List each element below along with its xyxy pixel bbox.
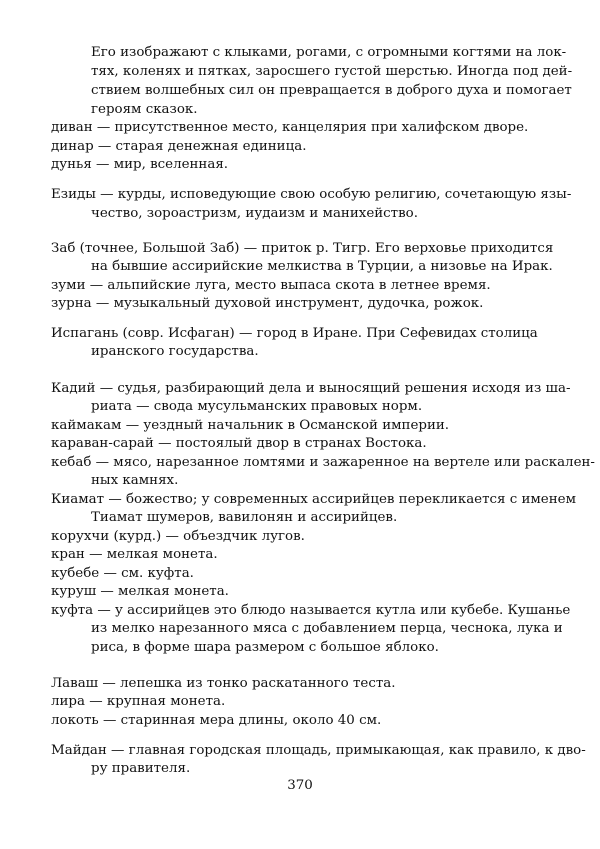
glossary-entry: куфта — у ассирийцев это блюдо называется кутла или кубебе. Кушанье bbox=[51, 603, 571, 618]
glossary-entry: Лаваш — лепешка из тонко раскатанного теста. bbox=[51, 676, 396, 691]
glossary-entry: зурна — музыкальный духовой инструмент, дудочка, рожок. bbox=[51, 296, 484, 311]
glossary-entry: динар — старая денежная единица. bbox=[51, 139, 307, 154]
glossary-entry: караван-сарай — постоялый двор в странах Востока. bbox=[51, 436, 427, 451]
glossary-entry: Майдан — главная городская площадь, примыкающая, как правило, к дво- bbox=[51, 743, 586, 758]
glossary-entry: Кадий — судья, разбирающий дела и выносящий решения исходя из ша- bbox=[51, 381, 571, 396]
glossary-entry: куруш — мелкая монета. bbox=[51, 584, 229, 599]
glossary-entry: Киамат — божество; у современных ассирийцев перекликается с именем bbox=[51, 492, 576, 507]
glossary-entry: кубебе — см. куфта. bbox=[51, 566, 194, 581]
glossary-entry: диван — присутственное место, канцелярия при халифском дворе. bbox=[51, 120, 529, 135]
text-line: Тиамат шумеров, вавилонян и ассирийцев. bbox=[91, 510, 398, 525]
text-line: из мелко нарезанного мяса с добавлением перца, чеснока, лука и bbox=[91, 621, 563, 636]
text-line: ствием волшебных сил он превращается в доброго духа и помогает bbox=[91, 83, 572, 98]
text-line: героям сказок. bbox=[91, 102, 198, 117]
glossary-entry: Езиды — курды, исповедующие свою особую религию, сочетающую язы- bbox=[51, 187, 572, 202]
glossary-entry: Испагань (совр. Исфаган) — город в Иране. При Сефевидах столица bbox=[51, 326, 538, 341]
glossary-entry: кебаб — мясо, нарезанное ломтями и зажаренное на вертеле или раскален- bbox=[51, 455, 595, 470]
text-line: риса, в форме шара размером с большое яблоко. bbox=[91, 640, 439, 655]
glossary-entry: корухчи (курд.) — объездчик лугов. bbox=[51, 529, 305, 544]
text-line: Его изображают с клыками, рогами, с огромными когтями на лок- bbox=[91, 45, 567, 60]
glossary-entry: Заб (точнее, Большой Заб) — приток р. Тигр. Его верховье приходится bbox=[51, 241, 554, 256]
text-line: иранского государства. bbox=[91, 344, 259, 359]
glossary-entry: дунья — мир, вселенная. bbox=[51, 157, 229, 172]
glossary-entry: локоть — старинная мера длины, около 40 см. bbox=[51, 713, 382, 728]
glossary-entry: каймакам — уездный начальник в Османской империи. bbox=[51, 418, 450, 433]
text-line: риата — свода мусульманских правовых норм. bbox=[91, 399, 423, 414]
text-line: ных камнях. bbox=[91, 473, 179, 488]
glossary-entry: зуми — альпийские луга, место выпаса скота в летнее время. bbox=[51, 278, 491, 293]
page-number: 370 bbox=[287, 778, 313, 793]
text-line: тях, коленях и пятках, заросшего густой шерстью. Иногда под дей- bbox=[91, 64, 573, 79]
text-line: ру правителя. bbox=[91, 761, 191, 776]
text-line: чество, зороастризм, иудаизм и манихейство. bbox=[91, 206, 418, 221]
text-line: на бывшие ассирийские мелкиства в Турции, а низовье на Ирак. bbox=[91, 259, 553, 274]
glossary-entry: кран — мелкая монета. bbox=[51, 547, 218, 562]
glossary-entry: лира — крупная монета. bbox=[51, 694, 226, 709]
